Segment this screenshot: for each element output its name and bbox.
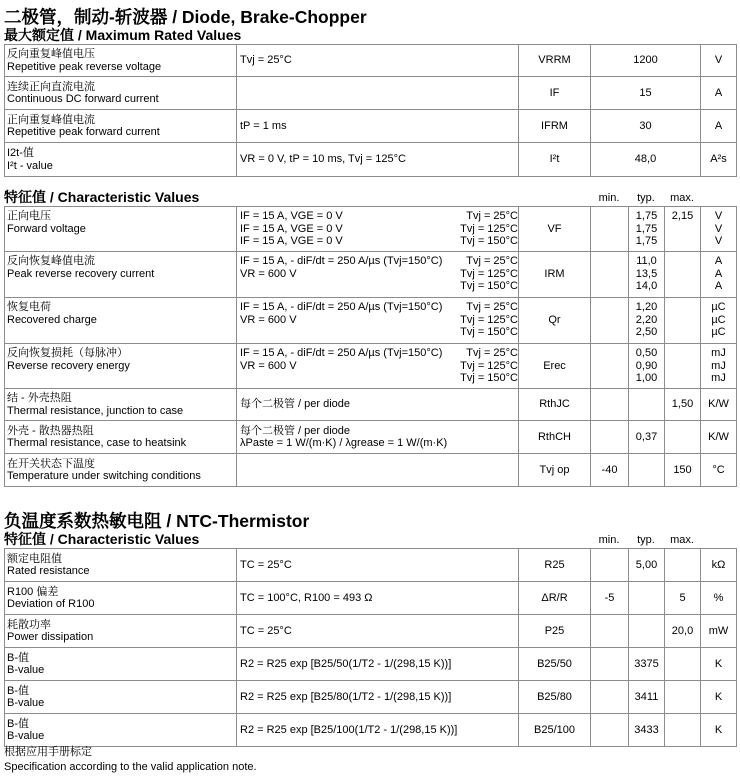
min-value-empty [591,301,628,314]
symbol-cell: IFRM [519,110,591,143]
description-en: Repetitive peak forward current [7,126,160,138]
ntc-row [5,681,737,714]
condition-line [240,235,518,248]
thermal-row [5,421,737,454]
condition-cell [237,344,519,389]
unit-cell: V [701,45,737,77]
typ-value-cell: 5,00 [629,549,665,582]
description-cn: B-值 [7,717,29,730]
symbol-cell: ΔR/R [519,582,591,615]
description-en: Deviation of R100 [7,598,95,610]
typ-value-cell [629,615,665,648]
min-value-cell: -5 [591,582,629,615]
max-value-empty [665,280,700,293]
unit-cell: kΩ [701,549,737,582]
condition-right: Tvj = 150°C [460,235,518,247]
description-en: Forward voltage [7,222,86,235]
condition-line [240,301,518,314]
parameter-description [5,207,237,252]
min-value-empty [591,235,628,248]
condition-cell [237,454,519,487]
condition-text: Tvj = 25°C [240,54,292,67]
max-value-cell [665,421,701,454]
max-value-empty [665,347,700,360]
condition-right: Tvj = 25°C [466,301,518,313]
symbol-cell: RthCH [519,421,591,454]
condition-right: Tvj = 150°C [460,280,518,292]
min-value-cell [591,549,629,582]
min-value-cell [591,615,629,648]
parameter-description [5,45,237,77]
unit-value: A [714,280,723,292]
characteristic-row [5,207,737,252]
condition-text: TC = 25°C [240,558,292,571]
unit-value: V [714,210,723,222]
min-value-empty [591,280,628,293]
condition-line [240,268,518,281]
unit-cell: % [701,582,737,615]
symbol-cell: RthJC [519,389,591,421]
parameter-description [5,421,237,454]
condition-left: IF = 15 A, - diF/dt = 250 A/µs (Tvj=150°C) [240,255,443,267]
typ-value: 1,00 [635,372,658,384]
characteristic-row [5,298,737,344]
max-value-cell: 150 [665,454,701,487]
description-en: Repetitive peak reverse voltage [7,60,162,73]
typ-value: 11,0 [636,255,657,267]
condition-line [240,372,518,385]
description-en: Thermal resistance, case to heatsink [7,437,187,449]
typ-value-cell [629,389,665,421]
parameter-description [5,344,237,389]
section-heading-max-rated: 最大额定值 / Maximum Rated Values [4,27,242,43]
condition-cell [237,77,519,110]
ntc-col-header-typ: typ. [637,534,655,546]
unit-value: V [714,235,723,247]
typ-value-cell: 3411 [629,681,665,714]
condition-cell [237,45,519,77]
unit-cell [701,252,737,298]
typ-value: 1,75 [635,210,658,222]
min-value-empty [591,223,628,236]
parameter-description [5,714,237,747]
description-cn: 结 - 外壳热阻 [7,392,72,404]
condition-right: Tvj = 125°C [460,267,518,280]
parameter-description [5,615,237,648]
symbol-cell: B25/100 [519,714,591,747]
unit-value: A [714,267,723,280]
typ-value-cell [629,344,665,389]
characteristic-row [5,252,737,298]
description-cn: B-值 [7,684,29,697]
condition-text: 每个二极管 / per diode [240,398,351,411]
symbol-cell: IRM [519,252,591,298]
description-cn: 耗散功率 [7,618,51,631]
min-value-empty [591,326,628,339]
symbol-cell: VF [519,207,591,252]
description-en: Recovered charge [7,313,97,326]
unit-cell [701,207,737,252]
condition-cell [237,549,519,582]
max-value-cell [665,207,701,252]
condition-left [240,326,460,339]
symbol-cell: I²t [519,143,591,177]
condition-left [240,280,460,293]
condition-cell [237,143,519,177]
min-value-empty [591,210,628,223]
ntc-table [4,548,737,747]
condition-cell [237,615,519,648]
condition-right: Tvj = 25°C [466,210,518,222]
ntc-row [5,714,737,747]
min-value-cell [591,681,629,714]
description-en: B-value [7,664,45,676]
thermal-row [5,389,737,421]
ntc-row [5,648,737,681]
unit-value: mJ [711,372,726,384]
description-cn: 正向电压 [7,210,51,222]
condition-cell [237,207,519,252]
condition-cell [237,582,519,615]
description-en: B-value [7,697,45,709]
parameter-description [5,549,237,582]
typ-value-cell: 3375 [629,648,665,681]
symbol-cell: R25 [519,549,591,582]
unit-value: A [714,255,723,267]
typ-value: 1,75 [635,235,658,247]
typ-value: 2,20 [635,313,658,326]
description-cn: 反向恢复损耗（每脉冲） [7,347,128,359]
description-cn: I2t-值 [7,147,34,159]
description-en: Power dissipation [7,631,94,643]
condition-line [240,347,518,360]
value-cell: 48,0 [591,143,701,177]
typ-value: 1,75 [635,222,658,235]
typ-value: 13,5 [635,267,658,280]
description-cn: 外壳 - 散热器热阻 [7,424,94,437]
condition-cell [237,648,519,681]
value-cell: 15 [591,77,701,110]
symbol-cell: Tvj op [519,454,591,487]
max-value-empty [665,223,700,236]
footnote-cn: 根据应用手册标定 [4,746,92,758]
max-value-cell [665,549,701,582]
max-value-empty [665,301,700,314]
min-value-cell [591,389,629,421]
description-en: Reverse recovery energy [7,359,130,372]
min-value-empty [591,347,628,360]
value-cell: 1200 [591,45,701,77]
condition-left: IF = 15 A, - diF/dt = 250 A/µs (Tvj=150°C) [240,301,443,313]
condition-text: TC = 100°C, R100 = 493 Ω [240,591,373,604]
description-cn: B-值 [7,651,29,664]
condition-line [240,326,518,339]
condition-text: R2 = R25 exp [B25/100(1/T2 - 1/(298,15 K))] [240,723,458,736]
typ-value: 0,90 [635,359,658,372]
parameter-description [5,298,237,344]
unit-cell: K [701,648,737,681]
max-value-empty [665,360,700,373]
parameter-description [5,454,237,487]
col-header-max: max. [670,192,694,204]
parameter-description [5,681,237,714]
max-rated-row [5,143,737,177]
parameter-description [5,389,237,421]
characteristic-row [5,344,737,389]
min-value-cell [591,298,629,344]
min-value-empty [591,314,628,327]
characteristic-table [4,206,737,487]
min-value-cell [591,207,629,252]
max-value-empty [665,314,700,327]
condition-text: R2 = R25 exp [B25/50(1/T2 - 1/(298,15 K))] [240,657,452,670]
ntc-row [5,615,737,648]
unit-value: µC [711,313,726,326]
section-title-ntc: 负温度系数热敏电阻 / NTC-Thermistor [4,511,310,531]
typ-value: 1,20 [635,301,658,313]
description-cn: 恢复电荷 [7,301,51,313]
condition-text: VR = 0 V, tP = 10 ms, Tvj = 125°C [240,153,406,166]
typ-value: 14,0 [635,280,658,292]
condition-line [240,210,518,223]
max-rated-row [5,77,737,110]
condition-text: TC = 25°C [240,624,292,637]
condition-right: Tvj = 125°C [460,359,518,372]
unit-cell [701,298,737,344]
max-rated-row [5,45,737,77]
condition-left: VR = 600 V [240,313,297,326]
parameter-description [5,110,237,143]
max-value-empty [665,235,700,248]
max-value-empty [665,326,700,339]
condition-line [240,280,518,293]
condition-left: IF = 15 A, - diF/dt = 250 A/µs (Tvj=150°C) [240,347,443,359]
description-en: Peak reverse recovery current [7,267,155,280]
unit-cell: °C [701,454,737,487]
unit-cell: K/W [701,389,737,421]
max-value-cell [665,648,701,681]
unit-value: µC [711,301,726,313]
unit-cell: mW [701,615,737,648]
min-value-cell [591,252,629,298]
description-en: I²t - value [7,159,53,172]
max-value-cell [665,298,701,344]
condition-text: R2 = R25 exp [B25/80(1/T2 - 1/(298,15 K))] [240,690,452,703]
symbol-cell: VRRM [519,45,591,77]
max-value-cell [665,714,701,747]
description-cn: 额定电阻值 [7,552,62,565]
unit-value: V [714,222,723,235]
parameter-description [5,648,237,681]
condition-cell [237,421,519,454]
condition-left: IF = 15 A, VGE = 0 V [240,222,343,235]
section-heading-ntc-characteristic: 特征值 / Characteristic Values [4,531,200,547]
ntc-row [5,582,737,615]
unit-value: mJ [711,347,726,359]
condition-cell [237,298,519,344]
max-value-cell: 1,50 [665,389,701,421]
description-en: Thermal resistance, junction to case [7,404,184,417]
section-title-diode: 二极管，制动-斩波器 / Diode, Brake-Chopper [4,7,367,27]
condition-right: Tvj = 125°C [460,222,518,235]
unit-cell: A [701,110,737,143]
condition-right: Tvj = 125°C [460,313,518,326]
footnote-en: Specification according to the valid application note. [4,761,257,773]
min-value-cell: -40 [591,454,629,487]
description-cn: 正向重复峰值电流 [7,113,95,126]
ntc-row [5,549,737,582]
condition-right: Tvj = 25°C [466,347,518,359]
description-cn: 反向重复峰值电压 [7,48,95,60]
description-cn: 在开关状态下温度 [7,457,95,470]
unit-value: µC [711,326,726,338]
parameter-description [5,582,237,615]
condition-left: VR = 600 V [240,359,297,372]
max-value-cell [665,681,701,714]
max-value-empty [665,372,700,385]
min-value-cell [591,421,629,454]
condition-left: IF = 15 A, VGE = 0 V [240,235,343,247]
col-header-min: min. [598,192,620,204]
condition-text: 每个二极管 / per diode [240,424,351,437]
typ-value-cell [629,252,665,298]
description-en: Temperature under switching conditions [7,470,201,482]
unit-cell: A [701,77,737,110]
min-value-empty [591,360,628,373]
max-rated-row [5,110,737,143]
min-value-cell [591,714,629,747]
description-en: Continuous DC forward current [7,93,159,105]
min-value-cell [591,344,629,389]
description-en: Rated resistance [7,565,90,577]
condition-cell [237,389,519,421]
max-value: 2,15 [671,210,694,222]
description-cn: R100 偏差 [7,585,59,598]
value-cell: 30 [591,110,701,143]
max-value-cell: 20,0 [665,615,701,648]
condition-line [240,223,518,236]
typ-value: 0,50 [635,347,658,359]
unit-cell: K [701,714,737,747]
condition-cell [237,681,519,714]
description-en: B-value [7,730,45,742]
max-value-empty [665,255,700,268]
thermal-row [5,454,737,487]
max-value-cell [665,252,701,298]
ntc-col-header-max: max. [670,534,694,546]
condition-text: λPaste = 1 W/(m·K) / λgrease = 1 W/(m·K) [240,437,448,449]
unit-cell: A²s [701,143,737,177]
section-heading-characteristic: 特征值 / Characteristic Values [4,189,200,205]
condition-left: IF = 15 A, VGE = 0 V [240,210,343,222]
symbol-cell: Erec [519,344,591,389]
typ-value-cell [629,582,665,615]
max-value-cell: 5 [665,582,701,615]
symbol-cell: Qr [519,298,591,344]
typ-value-cell [629,298,665,344]
condition-line [240,314,518,327]
unit-cell: K/W [701,421,737,454]
min-value-empty [591,255,628,268]
typ-value-cell [629,454,665,487]
condition-cell [237,714,519,747]
parameter-description [5,143,237,177]
condition-right: Tvj = 150°C [460,326,518,338]
unit-value: mJ [711,359,726,372]
description-cn: 连续正向直流电流 [7,80,95,93]
col-header-typ: typ. [637,192,655,204]
condition-line [240,255,518,268]
max-value-cell [665,344,701,389]
condition-cell [237,252,519,298]
min-value-empty [591,372,628,385]
typ-value-cell [629,207,665,252]
unit-cell [701,344,737,389]
condition-right: Tvj = 25°C [466,255,518,267]
max-value-empty [665,268,700,281]
symbol-cell: IF [519,77,591,110]
condition-cell [237,110,519,143]
typ-value-cell: 0,37 [629,421,665,454]
unit-cell: K [701,681,737,714]
max-rated-table [4,44,737,177]
condition-right: Tvj = 150°C [460,372,518,384]
condition-line [240,360,518,373]
min-value-cell [591,648,629,681]
typ-value-cell: 3433 [629,714,665,747]
symbol-cell: B25/80 [519,681,591,714]
ntc-col-header-min: min. [598,534,620,546]
parameter-description [5,252,237,298]
condition-left [240,372,460,385]
symbol-cell: B25/50 [519,648,591,681]
parameter-description [5,77,237,110]
condition-text: tP = 1 ms [240,119,287,132]
symbol-cell: P25 [519,615,591,648]
condition-left: VR = 600 V [240,267,297,280]
typ-value: 2,50 [635,326,658,338]
description-cn: 反向恢复峰值电流 [7,255,95,267]
min-value-empty [591,268,628,281]
